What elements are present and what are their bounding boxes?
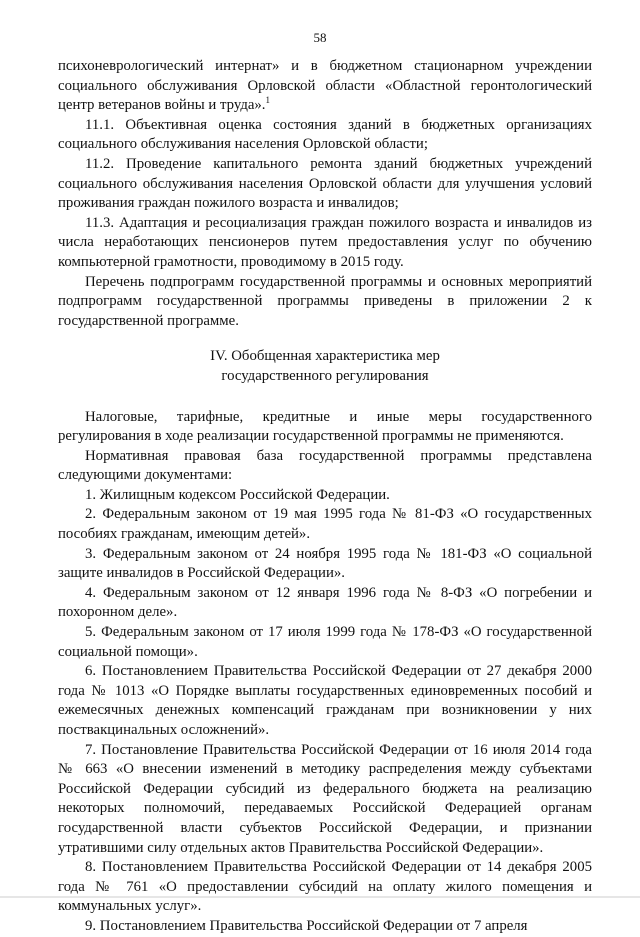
scan-edge [0,896,640,898]
list-item: 9. Постановлением Правительства Российской Федерации от 7 апреля [85,917,528,934]
paragraph: 11.3. Адаптация и ресоциализация граждан пожилого возраста и инвалидов из числа неработающих пенсионеров путем предоставления услуг по обучению компьютерной грамотности, проводимому в 2015 году. [58,214,592,270]
paragraph: психоневрологический интернат» и в бюджетном стационарном учреждении социального обслуживания Орловской области «Областной геронтологический центр ветеранов войны и труда».$^1$ [58,58,592,114]
list-item: 6. Постановлением Правительства Российской Федерации от 27 декабря 2000 года № 1013 «О Порядке выплаты государственных единовременных пособий и ежемесячных денежных компенсаций гражданам при возникновении у них поствакцинальных осложнений». [58,663,592,738]
list-item: 4. Федеральным законом от 12 января 1996 года № 8-ФЗ «О погребении и похоронном деле». [58,584,592,621]
list-item: 8. Постановлением Правительства Российской Федерации от 14 декабря 2005 года № 761 «О предоставлении субсидий на оплату жилого помещения и коммунальных услуг». [58,859,592,915]
section-heading-line: государственного регулирования [221,367,429,384]
footnote-marker: 1 [265,95,271,106]
document-body [58,57,592,937]
paragraph: 11.1. Объективная оценка состояния зданий в бюджетных организациях социального обслуживания населения Орловской области; [58,116,592,153]
section-heading-line: IV. Обобщенная характеристика мер [210,348,440,365]
page-number: 58 [313,30,327,45]
list-item: 1. Жилищным кодексом Российской Федерации. [85,486,390,503]
section-heading [58,347,592,386]
paragraph: Перечень подпрограмм государственной программы и основных мероприятий подпрограмм государственной программы приведены в приложении 2 к государственной программе. [58,273,592,329]
paragraph: 11.2. Проведение капитального ремонта зданий бюджетных учреждений социального обслуживания населения Орловской области для улучшения условий проживания граждан пожилого возраста и инвалидов; [58,155,592,212]
list-item: 2. Федеральным законом от 19 мая 1995 года № 81-ФЗ «О государственных пособиях гражданам, имеющим детей». [58,506,592,543]
list-item: 5. Федеральным законом от 17 июля 1999 года № 178-ФЗ «О государственной социальной помощи». [58,624,592,660]
list-item: 7. Постановление Правительства Российской Федерации от 16 июля 2014 года № 663 «О внесении изменений в методику распределения между субъектами Российской Федерации субсидий из федерального бюджета на реализацию некоторых полномочий, передаваемых Российской Федерацией органам государственной власти субъектов Российской Федерации, и признании утратившими силу отдельных актов Правительства Российской Федерации». [58,741,592,856]
paragraph: Налоговые, тарифные, кредитные и иные меры государственного регулирования в ходе реализации государственной программы не применяются. [58,408,592,445]
paragraph: Нормативная правовая база государственной программы представлена следующими документами: [58,447,592,484]
list-item: 3. Федеральным законом от 24 ноября 1995 года № 181-ФЗ «О социальной защите инвалидов в Российской Федерации». [58,545,592,582]
